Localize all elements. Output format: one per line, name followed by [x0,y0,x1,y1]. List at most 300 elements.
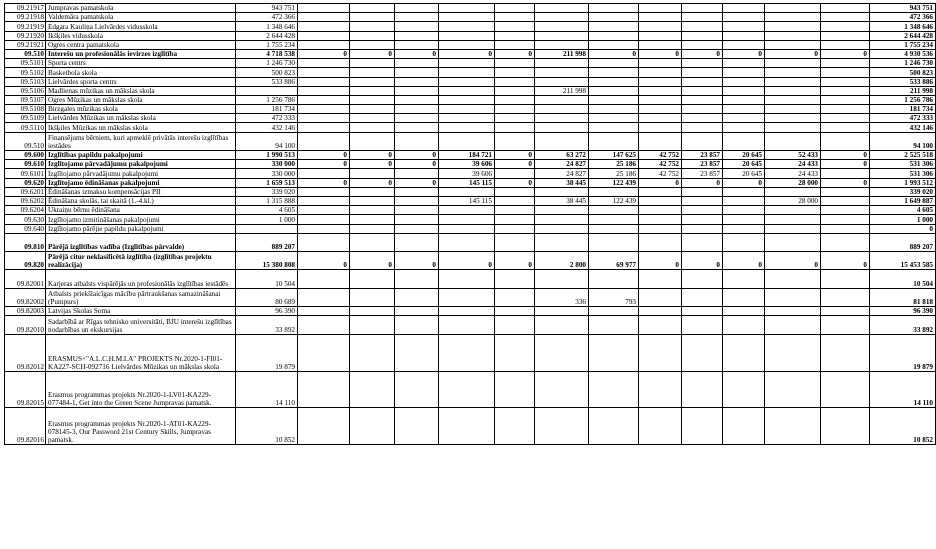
row-name: Jumpravas pamatskola [46,4,236,13]
row-name: Valdemāra pamatskola [46,13,236,22]
value-cell: 24 827 [535,160,589,169]
value-cell [395,95,439,104]
value-cell: 0 [298,178,350,187]
value-cell: 23 857 [682,160,723,169]
value-cell [639,114,682,123]
value-cell: 24 433 [765,169,821,178]
value-cell [682,334,723,371]
value-cell [589,86,639,95]
table-row [5,408,936,445]
value-cell [639,307,682,316]
table-row [5,59,936,68]
row-total: 1 348 646 [870,22,936,31]
value-cell: 39 606 [439,160,495,169]
value-cell [723,59,765,68]
value-cell [439,307,495,316]
row-code: 09.82016 [5,408,46,445]
table-row [5,68,936,77]
row-name: Interešu un profesionālās ievirzes izglītība [46,49,236,58]
value-cell [350,123,395,132]
value-cell [350,224,395,233]
row-total: 889 207 [870,233,936,251]
value-cell [350,307,395,316]
value-cell [682,22,723,31]
value-cell [639,408,682,445]
value-cell [439,40,495,49]
value-cell [639,86,682,95]
value-cell [298,206,350,215]
value-cell [350,40,395,49]
value-cell [639,215,682,224]
value-cell: 122 439 [589,196,639,205]
value-cell [682,114,723,123]
table-row [5,187,936,196]
value-cell [535,224,589,233]
value-cell [298,59,350,68]
value-cell [589,4,639,13]
value-cell [495,334,535,371]
value-cell [298,114,350,123]
value-cell [495,114,535,123]
value-cell [535,105,589,114]
value-cell [821,59,870,68]
value-cell: 0 [821,151,870,160]
value-cell: 1 315 888 [236,196,298,205]
row-code: 09.5109 [5,114,46,123]
table-row [5,114,936,123]
value-cell [682,371,723,408]
value-cell [723,270,765,288]
value-cell: 2 644 428 [236,31,298,40]
row-total: 472 366 [870,13,936,22]
row-name: Ogres Mūzikas un mākslas skola [46,95,236,104]
value-cell [535,22,589,31]
table-row [5,371,936,408]
value-cell [589,13,639,22]
value-cell [395,59,439,68]
value-cell [298,68,350,77]
value-cell [395,270,439,288]
row-code: 09.82001 [5,270,46,288]
value-cell [723,196,765,205]
value-cell [682,187,723,196]
value-cell: 943 751 [236,4,298,13]
value-cell [495,169,535,178]
row-total: 0 [870,224,936,233]
value-cell [495,95,535,104]
value-cell [298,22,350,31]
table-row [5,86,936,95]
value-cell [350,316,395,334]
value-cell [589,270,639,288]
value-cell [350,215,395,224]
row-code: 09.82012 [5,334,46,371]
value-cell: 0 [682,178,723,187]
value-cell [395,334,439,371]
value-cell [439,206,495,215]
value-cell: 24 827 [535,169,589,178]
value-cell: 0 [298,252,350,270]
value-cell [395,132,439,150]
value-cell [439,77,495,86]
table-row [5,196,936,205]
value-cell [765,95,821,104]
row-total: 4 930 536 [870,49,936,58]
value-cell [350,196,395,205]
value-cell [439,4,495,13]
value-cell [682,196,723,205]
value-cell [298,169,350,178]
value-cell [723,288,765,306]
value-cell: 793 [589,288,639,306]
value-cell [495,13,535,22]
value-cell: 1 990 513 [236,151,298,160]
row-total: 1 993 512 [870,178,936,187]
value-cell [395,105,439,114]
value-cell: 52 433 [765,151,821,160]
value-cell: 38 445 [535,178,589,187]
row-name: Karjeras atbalsts vispārējās un profesionālās izglītības iestādēs [46,270,236,288]
value-cell [236,224,298,233]
value-cell: 24 433 [765,160,821,169]
value-cell [589,224,639,233]
value-cell [395,123,439,132]
value-cell [723,31,765,40]
value-cell [765,40,821,49]
value-cell: 145 115 [439,178,495,187]
value-cell [495,187,535,196]
row-total: 14 110 [870,371,936,408]
value-cell [639,270,682,288]
value-cell [439,288,495,306]
value-cell [298,40,350,49]
value-cell [298,132,350,150]
value-cell [350,206,395,215]
value-cell [639,334,682,371]
budget-table [4,3,936,445]
value-cell [765,316,821,334]
row-name: Lielvārdes sporta centrs [46,77,236,86]
value-cell [639,288,682,306]
value-cell [589,31,639,40]
row-code: 09.5101 [5,59,46,68]
value-cell: 23 857 [682,151,723,160]
table-row [5,77,936,86]
value-cell [298,215,350,224]
value-cell [395,40,439,49]
value-cell: 889 207 [236,233,298,251]
value-cell [495,224,535,233]
value-cell [298,86,350,95]
value-cell [639,233,682,251]
value-cell: 0 [495,252,535,270]
table-row [5,252,936,270]
row-total: 531 306 [870,160,936,169]
value-cell: 14 110 [236,371,298,408]
value-cell: 0 [639,49,682,58]
value-cell: 122 439 [589,178,639,187]
value-cell: 0 [682,49,723,58]
table-row [5,233,936,251]
value-cell [639,22,682,31]
value-cell: 0 [298,151,350,160]
row-name: Ikšķiles Mūzikas un mākslas skola [46,123,236,132]
row-total: 943 751 [870,4,936,13]
value-cell: 1 246 730 [236,59,298,68]
value-cell [765,68,821,77]
value-cell: 336 [535,288,589,306]
value-cell [495,288,535,306]
value-cell [350,4,395,13]
value-cell [589,132,639,150]
value-cell [682,270,723,288]
row-name: Sadarbībā ar Rīgas tehnisko universitāti, BJU interešu izglītības nodarbības un ekskursijas [46,316,236,334]
value-cell [395,169,439,178]
value-cell: 0 [821,252,870,270]
value-cell: 472 366 [236,13,298,22]
value-cell [589,68,639,77]
value-cell: 0 [395,160,439,169]
value-cell: 0 [495,151,535,160]
value-cell [535,233,589,251]
value-cell [439,59,495,68]
value-cell [723,215,765,224]
value-cell [639,40,682,49]
value-cell: 0 [495,178,535,187]
value-cell [682,77,723,86]
value-cell [723,123,765,132]
value-cell: 211 998 [535,86,589,95]
row-name: Ogres centra pamatskola [46,40,236,49]
value-cell: 330 000 [236,160,298,169]
value-cell: 0 [639,178,682,187]
value-cell: 0 [350,252,395,270]
value-cell [350,371,395,408]
value-cell [682,215,723,224]
value-cell [589,40,639,49]
value-cell [350,270,395,288]
value-cell [298,316,350,334]
row-total: 1 649 887 [870,196,936,205]
value-cell [765,77,821,86]
row-code: 09.5106 [5,86,46,95]
value-cell [395,187,439,196]
value-cell [298,288,350,306]
value-cell [298,196,350,205]
value-cell [682,4,723,13]
value-cell [350,187,395,196]
value-cell [350,59,395,68]
value-cell [821,95,870,104]
value-cell: 0 [723,252,765,270]
row-name: Izglītojamo izmitināšanas pakalpojumi [46,215,236,224]
value-cell [298,31,350,40]
value-cell [439,123,495,132]
value-cell [723,206,765,215]
value-cell [589,371,639,408]
value-cell [439,31,495,40]
value-cell [765,371,821,408]
value-cell: 2 800 [535,252,589,270]
value-cell: 0 [350,49,395,58]
value-cell [535,187,589,196]
value-cell [495,316,535,334]
row-code: 09.82010 [5,316,46,334]
value-cell [439,334,495,371]
value-cell [535,13,589,22]
value-cell: 0 [495,49,535,58]
value-cell [589,22,639,31]
value-cell [395,224,439,233]
value-cell: 339 020 [236,187,298,196]
value-cell: 94 100 [236,132,298,150]
value-cell: 0 [350,151,395,160]
table-row [5,13,936,22]
row-name: Izglītojamo pārvadājumu pakalpojumi [46,160,236,169]
value-cell [495,307,535,316]
value-cell [682,123,723,132]
value-cell: 1 000 [236,215,298,224]
value-cell: 0 [723,49,765,58]
value-cell [589,114,639,123]
value-cell [821,196,870,205]
value-cell: 0 [439,252,495,270]
value-cell [495,77,535,86]
row-name: Izglītības papildu pakalpojumi [46,151,236,160]
row-code: 09.510 [5,132,46,150]
row-name: Erasmus programmas projekts Nr.2020-1-LV01-KA229-077484-1, Get into the Green Scene Jumpravas pamatsk. [46,371,236,408]
value-cell [723,334,765,371]
value-cell [298,123,350,132]
value-cell [723,77,765,86]
row-code: 09.5103 [5,77,46,86]
value-cell [723,114,765,123]
value-cell [589,316,639,334]
value-cell [723,95,765,104]
value-cell [350,22,395,31]
row-name: Ikšķiles vidusskola [46,31,236,40]
value-cell: 0 [395,252,439,270]
value-cell [439,132,495,150]
value-cell [821,169,870,178]
value-cell [682,31,723,40]
value-cell [350,105,395,114]
value-cell [821,123,870,132]
value-cell [439,408,495,445]
value-cell [821,114,870,123]
row-total: 1 246 730 [870,59,936,68]
row-total: 1 755 234 [870,40,936,49]
value-cell [395,233,439,251]
value-cell [589,408,639,445]
value-cell: 4 718 538 [236,49,298,58]
value-cell [298,77,350,86]
value-cell: 472 333 [236,114,298,123]
value-cell [395,196,439,205]
value-cell [765,187,821,196]
row-code: 09.5102 [5,68,46,77]
value-cell [350,334,395,371]
table-row [5,95,936,104]
value-cell [682,408,723,445]
value-cell [350,68,395,77]
row-code: 09.21920 [5,31,46,40]
row-name: Pārējā izglītības vadība (Izglītības pārvalde) [46,233,236,251]
value-cell [821,132,870,150]
value-cell [589,59,639,68]
value-cell [495,123,535,132]
row-name: Izglītojamo pārvadājumu pakalpojumi [46,169,236,178]
value-cell: 19 879 [236,334,298,371]
value-cell: 0 [298,160,350,169]
value-cell [639,59,682,68]
value-cell: 80 689 [236,288,298,306]
value-cell [821,40,870,49]
value-cell [639,4,682,13]
value-cell [535,95,589,104]
value-cell [589,187,639,196]
value-cell [439,86,495,95]
value-cell [395,371,439,408]
row-name: Izglītojamo ēdināšanas pakalpojumi [46,178,236,187]
value-cell [495,270,535,288]
value-cell [439,215,495,224]
row-code: 09.5108 [5,105,46,114]
value-cell [350,86,395,95]
value-cell [350,132,395,150]
row-code: 09.810 [5,233,46,251]
value-cell [298,105,350,114]
row-name: Madlienas mūzikas un mākslas skola [46,86,236,95]
value-cell [495,68,535,77]
value-cell [723,4,765,13]
value-cell [395,13,439,22]
row-code: 09.21921 [5,40,46,49]
value-cell [350,114,395,123]
table-row [5,270,936,288]
value-cell [535,408,589,445]
row-total: 4 605 [870,206,936,215]
value-cell: 0 [350,160,395,169]
table-row [5,169,936,178]
value-cell [298,270,350,288]
value-cell [821,187,870,196]
value-cell [723,307,765,316]
value-cell [495,408,535,445]
row-total: 2 525 518 [870,151,936,160]
table-row [5,132,936,150]
value-cell: 33 892 [236,316,298,334]
value-cell: 10 852 [236,408,298,445]
table-row [5,40,936,49]
table-row [5,49,936,58]
row-total: 96 390 [870,307,936,316]
value-cell: 15 380 808 [236,252,298,270]
value-cell [495,59,535,68]
table-row [5,4,936,13]
row-code: 09.6202 [5,196,46,205]
row-total: 19 879 [870,334,936,371]
value-cell [821,371,870,408]
value-cell [682,59,723,68]
value-cell [350,233,395,251]
table-body [5,4,936,445]
value-cell [821,288,870,306]
value-cell [723,22,765,31]
value-cell [495,86,535,95]
value-cell [439,13,495,22]
value-cell: 181 734 [236,105,298,114]
